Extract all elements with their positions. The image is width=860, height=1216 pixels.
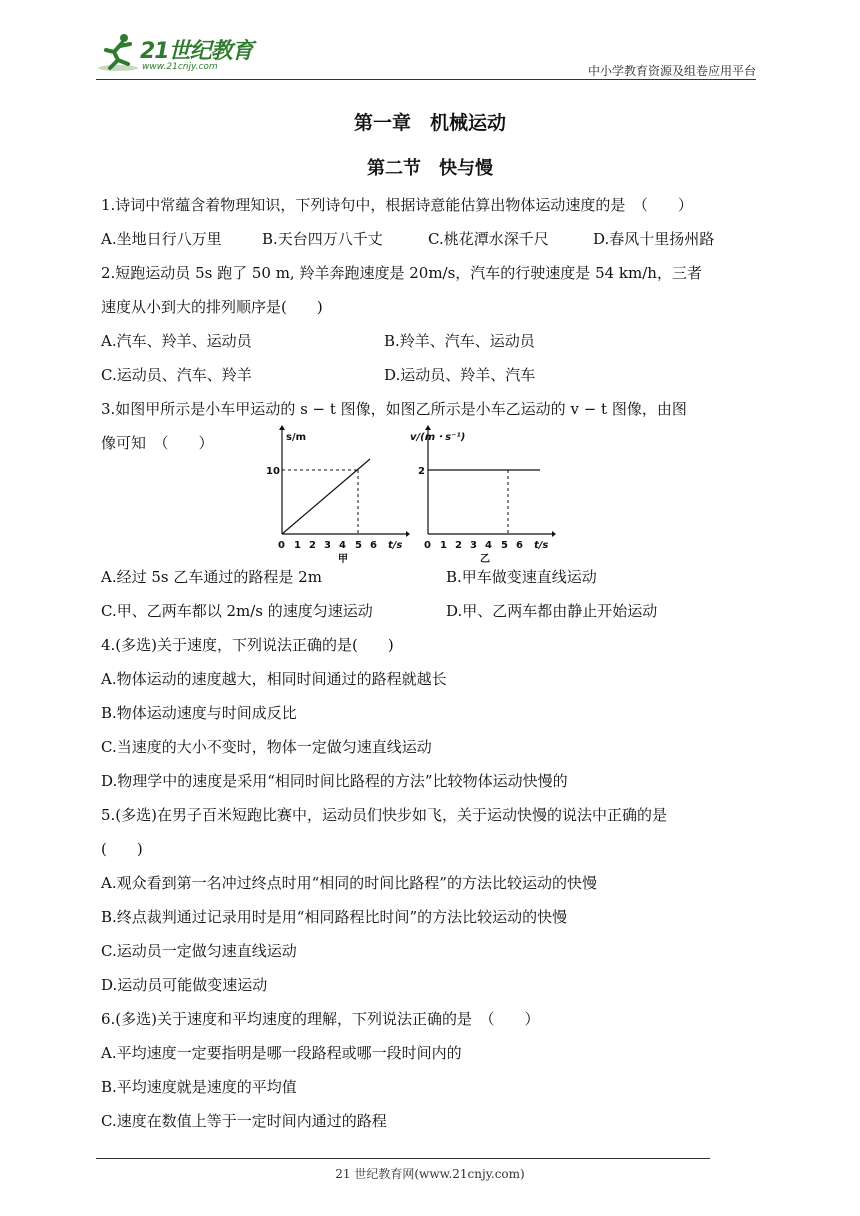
q6-option-b: B.平均速度就是速度的平均值 xyxy=(101,1078,297,1096)
jia-xtick-6: 6 xyxy=(370,540,377,551)
jia-caption: 甲 xyxy=(338,554,348,565)
jia-ytick: 10 xyxy=(266,466,280,477)
q6-option-c: C.速度在数值上等于一定时间内通过的路程 xyxy=(101,1112,387,1130)
q3-option-b: B.甲车做变速直线运动 xyxy=(446,568,597,586)
q5-stem-line1: 5.(多选)在男子百米短跑比赛中，运动员们快步如飞，关于运动快慢的说法中正确的是 xyxy=(101,806,668,824)
graph-jia xyxy=(258,424,410,566)
q5-option-c: C.运动员一定做匀速直线运动 xyxy=(101,942,297,960)
jia-ylabel: s/m xyxy=(286,432,307,443)
yi-ylabel: v/(m・s⁻¹) xyxy=(410,432,466,443)
q3-option-d: D.甲、乙两车都由静止开始运动 xyxy=(446,602,658,620)
q5-option-a: A.观众看到第一名冲过终点时用“相同的时间比路程”的方法比较运动的快慢 xyxy=(101,874,597,892)
q5-option-b: B.终点裁判通过记录用时是用“相同路程比时间”的方法比较运动的快慢 xyxy=(101,908,568,926)
q2-stem-line1: 2.短跑运动员 5s 跑了 50 m, 羚羊奔跑速度是 20m/s，汽车的行驶速度是 54 km/h，三者 xyxy=(101,264,702,282)
q3-option-c: C.甲、乙两车都以 2m/s 的速度匀速运动 xyxy=(101,602,373,620)
yi-xtick-5: 5 xyxy=(501,540,508,551)
yi-xtick-2: 2 xyxy=(455,540,462,551)
q4-option-d: D.物理学中的速度是采用“相同时间比路程的方法”比较物体运动快慢的 xyxy=(101,772,568,790)
jia-xlabel: t/s xyxy=(388,540,403,551)
jia-xtick-1: 1 xyxy=(294,540,301,551)
q2-option-c: C.运动员、汽车、羚羊 xyxy=(101,366,252,384)
yi-xtick-4: 4 xyxy=(485,540,492,551)
jia-xtick-3: 3 xyxy=(324,540,331,551)
q1-option-b: B.天台四万八千丈 xyxy=(262,230,383,248)
yi-xtick-6: 6 xyxy=(516,540,523,551)
jia-xtick-5: 5 xyxy=(355,540,362,551)
q6-option-a: A.平均速度一定要指明是哪一段路程或哪一段时间内的 xyxy=(101,1044,462,1062)
logo-site: www.21cnjy.com xyxy=(142,62,218,72)
q3-stem-line2: 像可知 （ ） xyxy=(101,434,214,452)
jia-xtick-4: 4 xyxy=(339,540,346,551)
q1-option-c: C.桃花潭水深千尺 xyxy=(428,230,549,248)
q3-stem-line1: 3.如图甲所示是小车甲运动的 s − t 图像，如图乙所示是小车乙运动的 v − t 图像，由图 xyxy=(101,400,687,418)
q4-option-c: C.当速度的大小不变时，物体一定做匀速直线运动 xyxy=(101,738,432,756)
logo xyxy=(96,30,266,78)
q4-option-a: A.物体运动的速度越大，相同时间通过的路程就越长 xyxy=(101,670,447,688)
q5-option-d: D.运动员可能做变速运动 xyxy=(101,976,268,994)
yi-xlabel: t/s xyxy=(534,540,549,551)
yi-xtick-1: 1 xyxy=(440,540,447,551)
jia-xtick-0: 0 xyxy=(278,540,285,551)
yi-ytick: 2 xyxy=(418,466,425,477)
q4-stem: 4.(多选)关于速度，下列说法正确的是( ) xyxy=(101,636,394,654)
q2-option-b: B.羚羊、汽车、运动员 xyxy=(384,332,535,350)
section-title: 第二节 快与慢 xyxy=(367,158,493,179)
q1-stem: 1.诗词中常蕴含着物理知识，下列诗句中，根据诗意能估算出物体运动速度的是 （ ） xyxy=(101,196,693,214)
q1-option-d: D.春风十里扬州路 xyxy=(593,230,715,248)
q6-stem: 6.(多选)关于速度和平均速度的理解，下列说法正确的是 （ ） xyxy=(101,1010,540,1028)
page-footer: 21 世纪教育网(www.21cnjy.com) xyxy=(335,1167,525,1181)
logo-brand: 21世纪教育 xyxy=(140,39,253,64)
footer-divider xyxy=(96,1158,710,1159)
q2-option-a: A.汽车、羚羊、运动员 xyxy=(101,332,252,350)
runner-logo-icon xyxy=(96,30,140,74)
chapter-title: 第一章 机械运动 xyxy=(353,112,506,134)
platform-label: 中小学教育资源及组卷应用平台 xyxy=(587,64,756,78)
q3-option-a: A.经过 5s 乙车通过的路程是 2m xyxy=(101,568,322,586)
q1-option-a: A.坐地日行八万里 xyxy=(101,230,222,248)
yi-xtick-0: 0 xyxy=(424,540,431,551)
q4-option-b: B.物体运动速度与时间成反比 xyxy=(101,704,297,722)
graph-yi xyxy=(404,424,556,566)
page-header xyxy=(0,0,860,90)
q2-option-d: D.运动员、羚羊、汽车 xyxy=(384,366,536,384)
header-divider xyxy=(96,79,756,80)
q5-stem-line2: ( ) xyxy=(101,840,143,858)
yi-caption: 乙 xyxy=(480,554,490,565)
jia-xtick-2: 2 xyxy=(309,540,316,551)
q2-stem-line2: 速度从小到大的排列顺序是( ) xyxy=(101,298,323,316)
yi-xtick-3: 3 xyxy=(470,540,477,551)
